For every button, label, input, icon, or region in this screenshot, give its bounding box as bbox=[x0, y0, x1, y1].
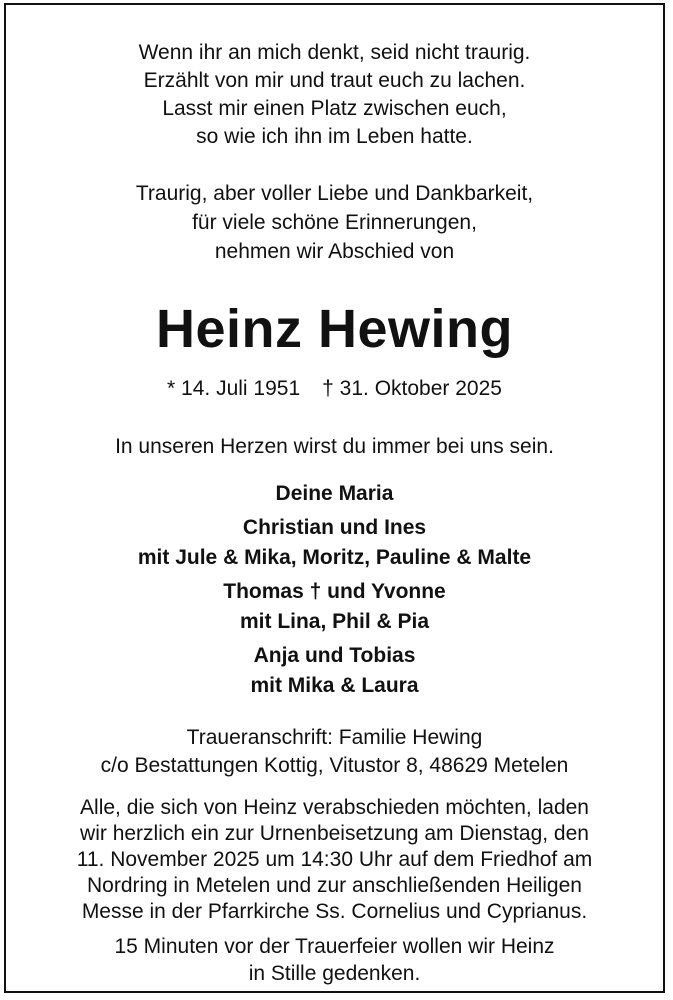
poem bbox=[6, 39, 663, 151]
intro-text bbox=[6, 179, 663, 266]
family-group bbox=[6, 641, 663, 701]
family-line: mit Jule & Mika, Moritz, Pauline & Malte bbox=[137, 546, 532, 569]
notice-line: Messe in der Pfarrkirche Ss. Cornelius und Cyprianus. bbox=[81, 900, 588, 923]
death-date: † 31. Oktober 2025 bbox=[322, 377, 502, 400]
family-line: mit Lina, Phil & Pia bbox=[239, 610, 430, 633]
mourning-address bbox=[6, 724, 663, 780]
deceased-name: Heinz Hewing bbox=[155, 299, 514, 359]
obituary-frame bbox=[4, 3, 665, 993]
address-line: c/o Bestattungen Kottig, Vitustor 8, 48629 Metelen bbox=[100, 754, 569, 777]
family-line: Thomas † und Yvonne bbox=[223, 580, 446, 603]
family-group bbox=[6, 513, 663, 573]
poem-line: Lasst mir einen Platz zwischen euch, bbox=[162, 97, 507, 120]
family-line: Anja und Tobias bbox=[253, 644, 416, 667]
notice-line: 11. November 2025 um 14:30 Uhr auf dem Friedhof am bbox=[76, 848, 593, 871]
family-line: Christian und Ines bbox=[242, 516, 427, 539]
intro-line: nehmen wir Abschied von bbox=[214, 240, 455, 263]
family-line: Deine Maria bbox=[275, 482, 394, 505]
birth-date: * 14. Juli 1951 bbox=[167, 377, 301, 400]
closing-line: in Stille gedenken. bbox=[248, 962, 421, 985]
family-list bbox=[6, 479, 663, 701]
notice-line: wir herzlich ein zur Urnenbeisetzung am Dienstag, den bbox=[80, 822, 589, 845]
family-group bbox=[6, 577, 663, 637]
notice-line: Alle, die sich von Heinz verabschieden möchten, laden bbox=[80, 796, 589, 819]
intro-line: für viele schöne Erinnerungen, bbox=[192, 211, 477, 234]
funeral-notice bbox=[6, 795, 663, 925]
closing-note bbox=[6, 933, 663, 987]
life-dates bbox=[6, 375, 663, 403]
poem-line: so wie ich ihn im Leben hatte. bbox=[196, 125, 473, 148]
notice-line: Nordring in Metelen und zur anschließenden Heiligen bbox=[87, 874, 582, 897]
poem-line: Wenn ihr an mich denkt, seid nicht traurig. bbox=[138, 41, 531, 64]
address-line: Traueranschrift: Familie Hewing bbox=[186, 726, 483, 749]
family-line: mit Mika & Laura bbox=[250, 674, 419, 697]
intro-line: Traurig, aber voller Liebe und Dankbarkeit, bbox=[135, 182, 534, 205]
memorial-message: In unseren Herzen wirst du immer bei uns sein. bbox=[115, 435, 554, 458]
closing-line: 15 Minuten vor der Trauerfeier wollen wir Heinz bbox=[114, 935, 555, 958]
poem-line: Erzählt von mir und traut euch zu lachen. bbox=[143, 69, 526, 92]
family-group bbox=[6, 479, 663, 509]
